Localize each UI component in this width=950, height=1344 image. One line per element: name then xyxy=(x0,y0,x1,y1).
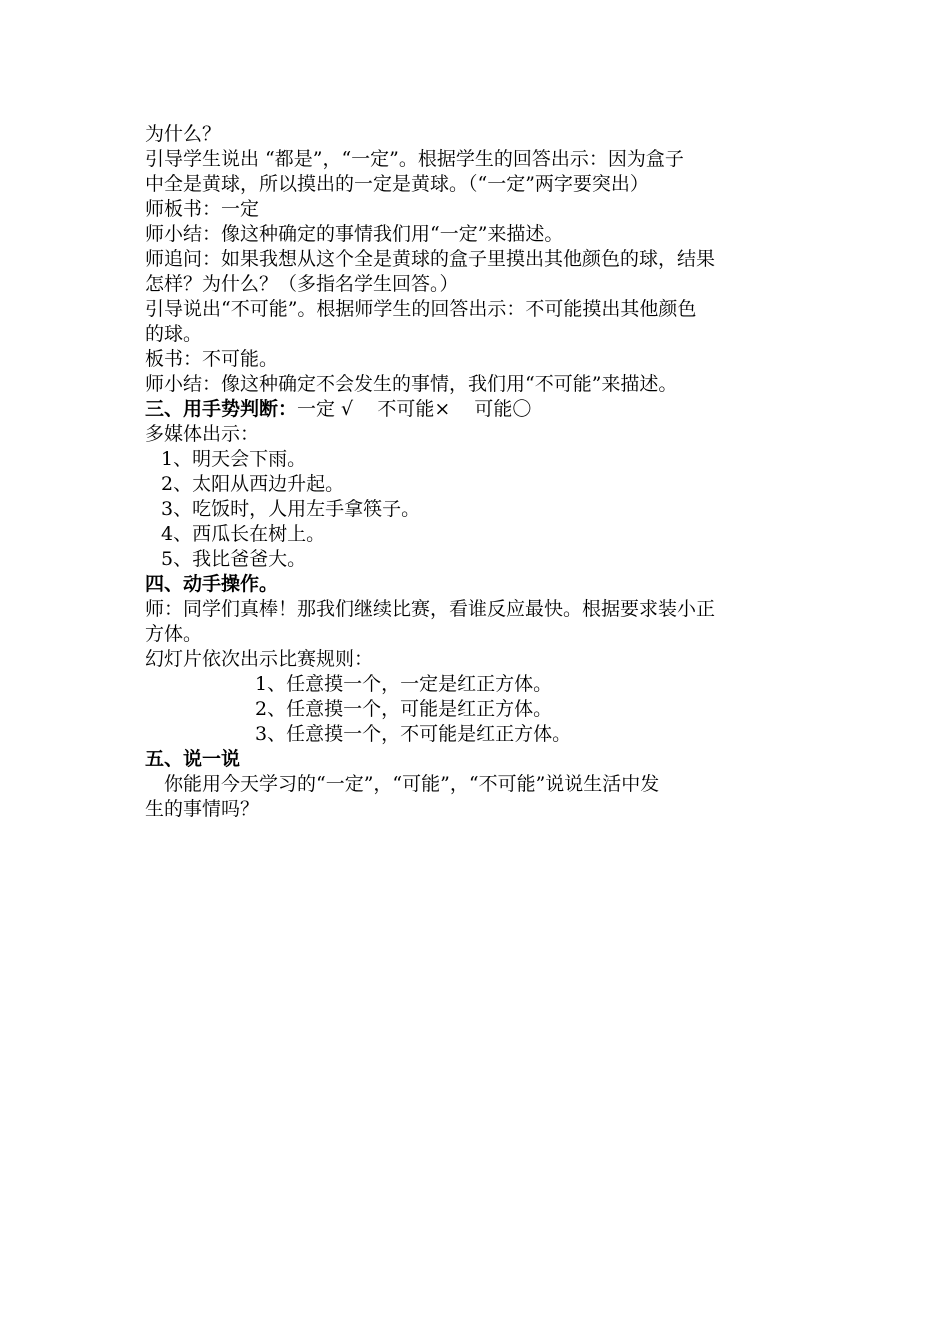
rule-item: 1、任意摸一个，一定是红正方体。 xyxy=(255,673,553,695)
section-3-intro: 多媒体出示： xyxy=(145,423,260,445)
section-3-heading-line xyxy=(145,397,810,422)
text-line: 师小结：像这种确定的事情我们用“一定”来描述。 xyxy=(145,223,564,245)
section-4-heading: 四、动手操作。 xyxy=(145,573,279,595)
section-3-heading: 三、用手势判断： xyxy=(145,398,298,420)
text-line: 引导学生说出 “都是”，“一定”。根据学生的回答出示：因为盒子 xyxy=(145,148,684,170)
section-5 xyxy=(145,747,810,822)
text-line: 引导说出“不可能”。根据师学生的回答出示：不可能摸出其他颜色 xyxy=(145,298,697,320)
text-line: 方体。 xyxy=(145,623,203,645)
intro-section xyxy=(145,122,810,397)
list-item: 3、吃饭时，人用左手拿筷子。 xyxy=(161,498,421,520)
rule-item: 2、任意摸一个，可能是红正方体。 xyxy=(255,698,553,720)
text-line: 中全是黄球，所以摸出的一定是黄球。（“一定”两字要突出） xyxy=(145,173,649,195)
text-line: 师小结：像这种确定不会发生的事情，我们用“不可能”来描述。 xyxy=(145,373,678,395)
text-line: 的球。 xyxy=(145,323,203,345)
text-line: 师：同学们真棒！那我们继续比赛，看谁反应最快。根据要求装小正 xyxy=(145,598,716,620)
text-line: 怎样？为什么？（多指名学生回答。） xyxy=(145,273,459,295)
section-3 xyxy=(145,397,810,572)
text-line: 板书：不可能。 xyxy=(145,348,279,370)
text-line: 为什么？ xyxy=(145,123,222,145)
text-line: 师追问：如果我想从这个全是黄球的盒子里摸出其他颜色的球，结果 xyxy=(145,248,716,270)
rule-item: 3、任意摸一个，不可能是红正方体。 xyxy=(255,723,572,745)
document-page xyxy=(145,122,810,822)
list-item: 2、太阳从西边升起。 xyxy=(161,473,345,495)
section-4 xyxy=(145,572,810,747)
list-item: 4、西瓜长在树上。 xyxy=(161,523,326,545)
section-5-heading: 五、说一说 xyxy=(145,748,241,770)
list-item: 5、我比爸爸大。 xyxy=(161,548,307,570)
text-line: 生的事情吗？ xyxy=(145,798,260,820)
text-line: 师板书：一定 xyxy=(145,198,260,220)
text-line: 你能用今天学习的“一定”，“可能”，“不可能”说说生活中发 xyxy=(164,773,660,795)
list-item: 1、明天会下雨。 xyxy=(161,448,307,470)
gesture-options: 一定 √ 不可能× 可能〇 xyxy=(297,398,532,420)
text-line: 幻灯片依次出示比赛规则： xyxy=(145,648,374,670)
